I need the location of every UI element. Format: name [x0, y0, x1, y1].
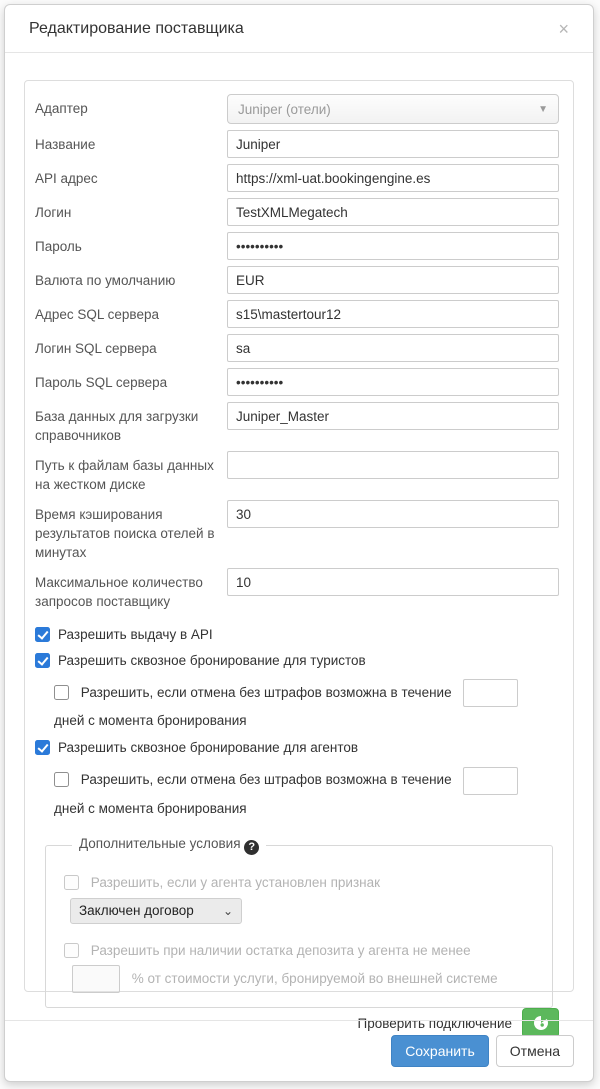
sql-server-address-input[interactable] [227, 300, 559, 328]
close-icon[interactable]: × [558, 19, 569, 39]
chevron-down-icon: ⌄ [222, 904, 233, 919]
allow-tourists-row [35, 653, 559, 668]
check-connection-label[interactable]: Проверить подключение [357, 1015, 512, 1031]
tourists-cancel-days-input[interactable] [463, 679, 518, 707]
deposit-rule-text-after: % от стоимости услуги, бронируемой во внешней системе [131, 970, 498, 986]
form-row-max-requests [35, 568, 559, 611]
form-panel [24, 80, 574, 1031]
deposit-rule-checkbox [64, 943, 79, 958]
form-row-adapter [35, 94, 559, 124]
currency-label: Валюта по умолчанию [35, 273, 176, 288]
adapter-label: Адаптер [35, 101, 88, 116]
dialog-body [5, 53, 593, 1031]
dialog-header [5, 5, 593, 53]
adapter-select [227, 94, 559, 124]
cache-time-label: Время кэширования результатов поиска отелей в минутах [35, 507, 215, 560]
allow-api-label: Разрешить выдачу в API [58, 627, 213, 642]
extra-conditions-legend-text: Дополнительные условия [79, 835, 241, 851]
name-label: Название [35, 137, 96, 152]
form-row-database [35, 402, 559, 445]
dialog-footer [5, 1020, 593, 1081]
name-input[interactable] [227, 130, 559, 158]
sql-server-login-input[interactable] [227, 334, 559, 362]
allow-api-row [35, 627, 559, 642]
tourists-cancel-text-before: Разрешить, если отмена без штрафов возможна в течение [80, 685, 452, 700]
deposit-rule-row [64, 937, 534, 993]
cache-time-input[interactable] [227, 500, 559, 528]
sql-password-label: Пароль SQL сервера [35, 375, 168, 390]
database-label: База данных для загрузки справочников [35, 409, 199, 443]
tourists-cancel-rule-row [54, 679, 559, 734]
agents-cancel-checkbox[interactable] [54, 772, 69, 787]
chevron-down-icon: ▼ [538, 103, 548, 115]
sql-login-label: Логин SQL сервера [35, 341, 157, 356]
sql-address-label: Адрес SQL сервера [35, 307, 159, 322]
allow-agents-label: Разрешить сквозное бронирование для агентов [58, 740, 359, 756]
max-requests-input[interactable] [227, 568, 559, 596]
db-files-path-input[interactable] [227, 451, 559, 479]
login-label: Логин [35, 205, 72, 220]
database-input[interactable] [227, 402, 559, 430]
form-row-sql-login [35, 334, 559, 362]
max-requests-label: Максимальное количество запросов поставщику [35, 575, 203, 609]
login-input[interactable] [227, 198, 559, 226]
form-row-db-files-path [35, 451, 559, 494]
form-row-name [35, 130, 559, 158]
extra-conditions-legend [72, 836, 266, 855]
extra-conditions-fieldset [45, 836, 553, 1008]
agents-cancel-text-after: дней с момента бронирования [54, 800, 247, 816]
dialog-title: Редактирование поставщика [29, 20, 244, 37]
adapter-select-value: Juniper (отели) [238, 101, 331, 117]
deposit-rule-text-before: Разрешить при наличии остатка депозита у агента не менее [90, 942, 471, 958]
form-row-sql-password [35, 368, 559, 396]
edit-supplier-dialog [4, 4, 594, 1082]
tourists-cancel-text-after: дней с момента бронирования [54, 713, 247, 729]
password-label: Пароль [35, 239, 82, 254]
agents-cancel-rule-row [54, 766, 559, 821]
api-address-input[interactable] [227, 164, 559, 192]
agent-attribute-label: Разрешить, если у агента установлен признак [90, 874, 381, 890]
db-files-path-label: Путь к файлам базы данных на жестком диске [35, 458, 214, 492]
help-icon[interactable]: ? [244, 840, 259, 855]
allow-tourists-label: Разрешить сквозное бронирование для туристов [58, 653, 366, 668]
password-input[interactable] [227, 232, 559, 260]
allow-tourists-checkbox[interactable] [35, 653, 50, 668]
form-row-password [35, 232, 559, 260]
form-row-cache-time [35, 500, 559, 562]
sql-server-password-input[interactable] [227, 368, 559, 396]
deposit-percent-input [72, 965, 120, 993]
form-row-currency [35, 266, 559, 294]
agent-attribute-select [70, 898, 242, 924]
agents-cancel-text-before: Разрешить, если отмена без штрафов возможна в течение [80, 772, 452, 788]
allow-agents-row [35, 740, 559, 755]
allow-api-checkbox[interactable] [35, 627, 50, 642]
allow-agents-checkbox[interactable] [35, 740, 50, 755]
agent-attribute-rule-row [64, 869, 534, 925]
api-address-label: API адрес [35, 171, 98, 186]
agents-cancel-days-input[interactable] [463, 767, 518, 795]
default-currency-input[interactable] [227, 266, 559, 294]
cancel-button[interactable]: Отмена [496, 1035, 574, 1067]
form-row-sql-address [35, 300, 559, 328]
form-row-login [35, 198, 559, 226]
save-button[interactable]: Сохранить [391, 1035, 489, 1067]
permissions-section [35, 627, 559, 828]
form-row-api-address [35, 164, 559, 192]
tourists-cancel-checkbox[interactable] [54, 685, 69, 700]
agent-attribute-checkbox [64, 875, 79, 890]
agent-attribute-select-value: Заключен договор [79, 903, 194, 919]
